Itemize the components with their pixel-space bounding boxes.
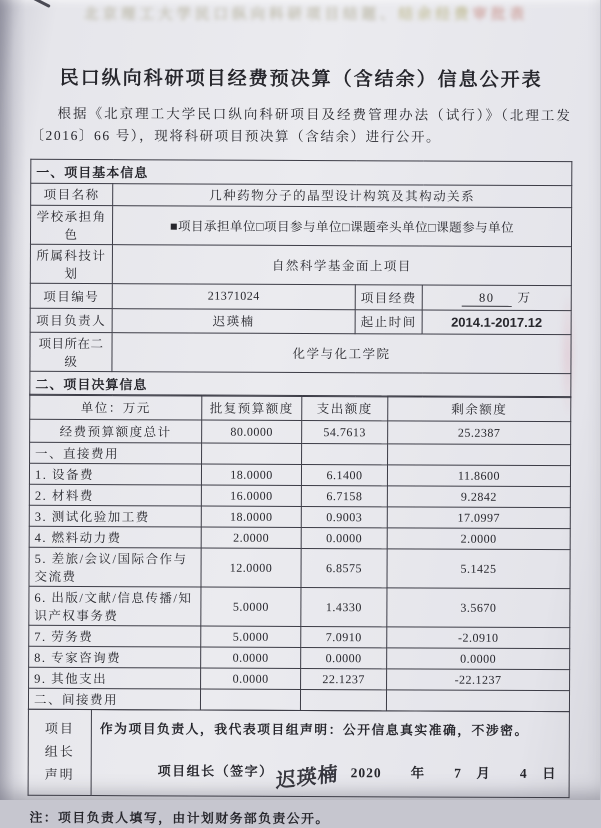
- empty-cell: [388, 444, 571, 466]
- expense-row: [29, 485, 570, 508]
- expense-category: 4. 燃料动力费: [29, 527, 201, 549]
- expense-remain: 0.0000: [387, 648, 570, 670]
- department-value: 化学与化工学院: [112, 332, 571, 373]
- declaration-label-line: 项目: [44, 720, 75, 737]
- empty-cell: [302, 444, 388, 465]
- bleed-through-segment: 结余经费: [398, 7, 473, 23]
- expense-budget: 16.0000: [201, 485, 301, 506]
- signature-row: [100, 749, 561, 793]
- empty-cell: [300, 690, 386, 711]
- expense-remain: -2.0910: [387, 627, 570, 649]
- table-row: [30, 308, 571, 334]
- project-fund-label: 项目经费: [355, 284, 422, 309]
- expense-spent: 0.9003: [301, 507, 387, 528]
- expense-spent: 6.7158: [301, 486, 387, 507]
- expense-spent: 6.1400: [301, 465, 387, 486]
- expense-budget: 5.0000: [201, 587, 301, 626]
- expense-category: 1. 设备费: [29, 464, 201, 486]
- expense-category: 2. 材料费: [29, 485, 201, 507]
- budget-header-row: [30, 395, 571, 422]
- expense-category: 8. 专家咨询费: [29, 647, 201, 669]
- empty-cell: [202, 443, 302, 464]
- approved-budget-header: 批复预算额度: [202, 395, 302, 420]
- expense-remain: 9.2842: [387, 486, 570, 508]
- subsection-row: [28, 689, 569, 712]
- period-label: 起止时间: [355, 309, 422, 333]
- expense-category: 6. 出版/文献/信息传播/知识产权事务费: [29, 587, 201, 627]
- direct-costs-label: 一、直接费用: [30, 443, 202, 465]
- total-label: 经费预算额度总计: [30, 420, 202, 444]
- table-row: [30, 332, 571, 373]
- expense-row: [29, 464, 570, 487]
- section2-title: 二、项目决算信息: [30, 371, 571, 397]
- expense-spent: 1.4330: [301, 588, 387, 627]
- expense-remain: 3.5670: [387, 588, 570, 628]
- expense-category: 3. 测试化验加工费: [29, 506, 201, 528]
- declaration-statement: 作为项目负责人，我代表项目组声明：公开信息真实准确，不涉密。: [99, 721, 529, 738]
- project-fund-value: [422, 285, 571, 311]
- expense-category: 7. 劳务费: [29, 626, 201, 648]
- expense-row: [29, 647, 570, 670]
- declaration-content: [91, 709, 569, 797]
- declaration-label-line: 声明: [44, 766, 75, 782]
- bleed-through-segment: 北京理工大学民口纵向科研项目结题、: [84, 7, 399, 23]
- unit-header: 单位：万元: [30, 395, 202, 421]
- expense-category: 9. 其他支出: [29, 668, 201, 690]
- expense-spent: 0.0000: [301, 528, 387, 549]
- handwritten-signature: 迟瑛楠: [275, 763, 339, 794]
- declaration-row: [28, 709, 569, 797]
- page-title: 民口纵向科研项目经费预决算（含结余）信息公开表: [59, 67, 543, 92]
- declaration-label: [28, 709, 91, 795]
- expense-remain: 17.0997: [387, 507, 570, 529]
- document-page: [14, 0, 601, 826]
- total-remain: 25.2387: [388, 421, 571, 445]
- expense-budget: 0.0000: [201, 668, 301, 689]
- expense-row: [29, 506, 570, 529]
- signature-date: 2020 年 7 月 4 日: [350, 764, 557, 781]
- expense-category: 5. 差旅/会议/国际合作与交流费: [29, 548, 201, 588]
- spent-header: 支出额度: [302, 396, 388, 421]
- footnote: 注：项目负责人填写，由计划财务部负责公开。: [29, 810, 330, 826]
- expense-spent: 22.1237: [301, 669, 387, 690]
- expense-row: [29, 527, 570, 550]
- total-budget: 80.0000: [202, 420, 302, 443]
- declaration-table: [28, 709, 570, 798]
- indirect-costs-label: 二、间接费用: [28, 689, 200, 711]
- section1-title: 一、项目基本信息: [31, 159, 572, 185]
- expense-spent: 6.8575: [301, 549, 387, 588]
- fund-unit: 万: [517, 291, 532, 306]
- table-row: [30, 244, 571, 285]
- project-name-label: 项目名称: [31, 183, 113, 205]
- budget-table: [28, 394, 571, 712]
- table-row: [30, 283, 571, 310]
- expense-remain: -22.1237: [387, 669, 570, 691]
- intro-paragraph: 根据《北京理工大学民口纵向科研项目及经费管理办法（试行）》（北理工发〔2016〕66 号），现将科研项目预决算（含结余）进行公开。: [30, 105, 572, 145]
- expense-row: [29, 548, 570, 589]
- empty-cell: [386, 690, 569, 712]
- expense-budget: 2.0000: [201, 527, 301, 548]
- project-leader-label: 项目负责人: [30, 308, 112, 332]
- expense-budget: 18.0000: [201, 506, 301, 527]
- signature-label: 项目组长（签字）: [157, 763, 274, 780]
- expense-row: [29, 668, 570, 691]
- expense-remain: 5.1425: [387, 549, 570, 589]
- program-label: 所属科技计划: [30, 244, 112, 283]
- expense-budget: 0.0000: [201, 647, 301, 668]
- section-header-row: [31, 159, 572, 185]
- project-number-label: 项目编号: [30, 283, 112, 308]
- project-leader-value: 迟瑛楠: [112, 308, 355, 333]
- expense-budget: 12.0000: [201, 548, 301, 587]
- expense-remain: 11.8600: [387, 465, 570, 487]
- expense-spent: 7.0910: [301, 627, 387, 648]
- total-spent: 54.7613: [302, 421, 388, 444]
- fund-amount: 80: [462, 291, 512, 307]
- expense-spent: 0.0000: [301, 648, 387, 669]
- expense-row: [29, 626, 570, 649]
- expense-row: [29, 587, 570, 628]
- period-value: 2014.1-2017.12: [422, 310, 571, 335]
- declaration-label-line: 组长: [44, 743, 75, 759]
- project-number-value: 21371024: [112, 283, 355, 309]
- expense-budget: 18.0000: [201, 464, 301, 485]
- table-row: [30, 205, 571, 246]
- department-label: 项目所在二级: [30, 332, 112, 371]
- bleed-through-segment: 审批表: [472, 7, 528, 23]
- total-row: [30, 420, 571, 445]
- expense-budget: 5.0000: [201, 626, 301, 647]
- remaining-header: 剩余额度: [388, 396, 571, 422]
- school-role-label: 学校承担角色: [30, 205, 112, 244]
- basic-info-table: [29, 159, 572, 398]
- empty-cell: [200, 689, 300, 710]
- program-value: 自然科学基金面上项目: [112, 244, 571, 285]
- school-role-checkboxes: ■项目承担单位□项目参与单位□课题牵头单位□课题参与单位: [112, 205, 571, 246]
- project-name-value: 几种药物分子的晶型设计构筑及其构动关系: [113, 183, 572, 207]
- expense-remain: 2.0000: [387, 528, 570, 550]
- table-row: [31, 183, 572, 207]
- subsection-row: [30, 443, 571, 466]
